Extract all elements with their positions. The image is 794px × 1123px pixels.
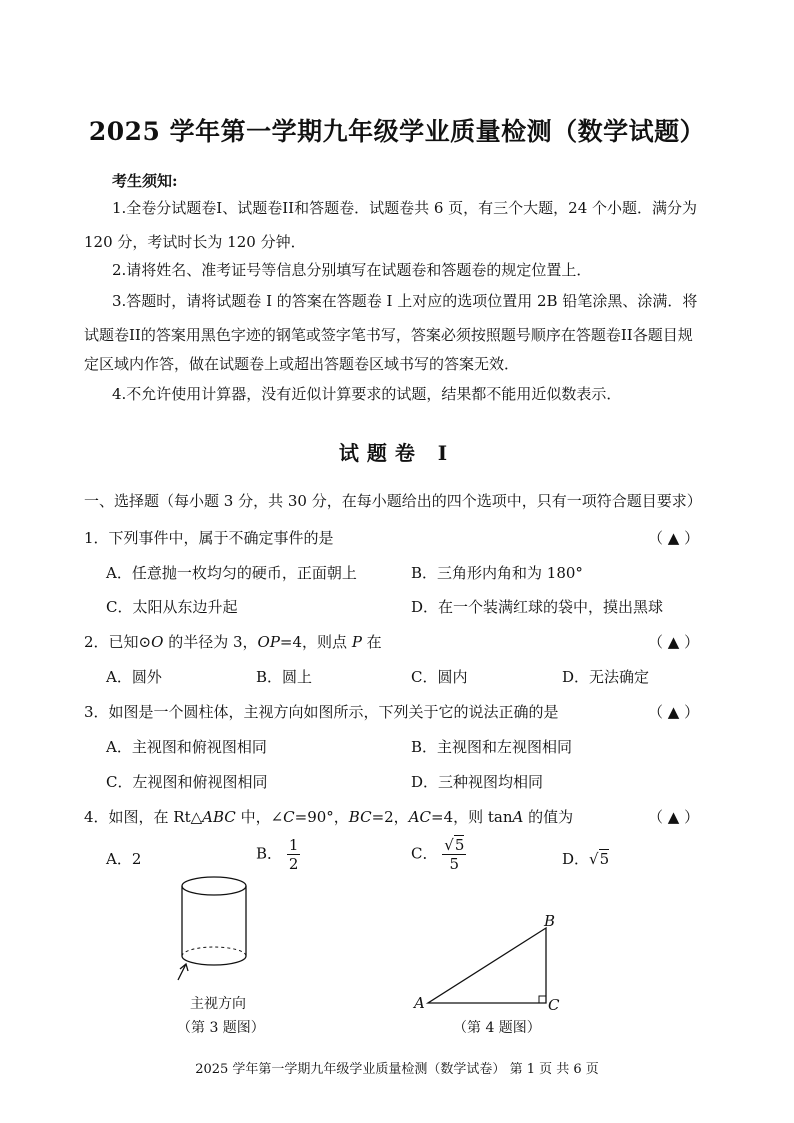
question-2-option-a: A．圆外 — [106, 668, 162, 686]
view-direction-arrow-icon — [178, 964, 188, 980]
question-1-answer-slot: （ ▲ ） — [648, 529, 700, 547]
figure-3-caption: （第 3 题图） — [177, 1020, 265, 1036]
notice-item-1-line-1: 1.全卷分试题卷I、试题卷II和答题卷．试题卷共 6 页，有三个大题，24 个小题．满分为 — [112, 199, 698, 217]
question-3-option-b: B．主视图和左视图相同 — [411, 738, 573, 756]
question-2-option-b: B．圆上 — [256, 668, 313, 686]
question-4-option-b: B． $\frac{1}{2}$ — [256, 836, 299, 873]
question-2-answer-slot: （ ▲ ） — [648, 633, 700, 651]
question-3-option-c: C．左视图和俯视图相同 — [106, 773, 268, 791]
question-4-option-a: A．2 — [106, 850, 142, 868]
figure-4-caption: （第 4 题图） — [453, 1020, 541, 1036]
notice-item-2: 2.请将姓名、准考证号等信息分别填写在试题卷和答题卷的规定位置上． — [112, 261, 592, 279]
question-2-option-d: D．无法确定 — [562, 668, 650, 686]
question-1-stem: 1．下列事件中，属于不确定事件的是 — [84, 529, 334, 547]
question-3-stem: 3．如图是一个圆柱体，主视方向如图所示，下列关于它的说法正确的是 — [84, 703, 559, 721]
question-3-answer-slot: （ ▲ ） — [648, 703, 700, 721]
notice-heading: 考生须知: — [112, 172, 178, 190]
question-3-option-a: A．主视图和俯视图相同 — [106, 738, 267, 756]
exam-title: 2025 学年第一学期九年级学业质量检测（数学试题） — [88, 117, 706, 146]
fraction-one-half: $\frac{1}{2}$ — [288, 836, 299, 873]
question-1-option-d: D．在一个装满红球的袋中，摸出黑球 — [411, 598, 664, 616]
question-1-option-c: C．太阳从东边升起 — [106, 598, 238, 616]
question-1-option-a: A．任意抛一枚均匀的硬币，正面朝上 — [106, 564, 357, 582]
notice-item-3-line-2: 试题卷II的答案用黑色字迹的钢笔或签字笔书写，答案必须按照题号顺序在答题卷II各题目规 — [84, 326, 693, 344]
view-direction-label: 主视方向 — [190, 996, 246, 1012]
fraction-sqrt5-over-5: $\frac{√5}{5}$ — [444, 836, 465, 873]
vertex-label-c: C — [548, 996, 560, 1014]
question-4-option-d: D．√5 — [562, 850, 610, 868]
notice-item-4: 4.不允许使用计算器，没有近似计算要求的试题，结果都不能用近似数表示． — [112, 385, 622, 403]
question-3-option-d: D．三种视图均相同 — [411, 773, 544, 791]
question-4-stem: 4．如图，在 Rt△ABC 中，∠C=90°，BC=2，AC=4，则 tanA 的值为 — [84, 808, 574, 826]
notice-item-3-line-3: 定区域内作答，做在试题卷上或超出答题卷区域书写的答案无效． — [84, 355, 520, 373]
page-footer: 2025 学年第一学期九年级学业质量检测（数学试卷） 第 1 页 共 6 页 — [195, 1062, 599, 1077]
notice-item-3-line-1: 3.答题时，请将试题卷 I 的答案在答题卷 I 上对应的选项位置用 2B 铅笔涂黑、涂满．将 — [112, 292, 698, 310]
question-4-answer-slot: （ ▲ ） — [648, 808, 700, 826]
right-triangle-figure — [420, 920, 560, 1010]
notice-item-1-line-2: 120 分，考试时长为 120 分钟． — [84, 233, 306, 251]
question-2-stem: 2．已知⊙O 的半径为 3，OP=4，则点 P 在 — [84, 633, 382, 651]
question-2-option-c: C．圆内 — [411, 668, 468, 686]
vertex-label-a: A — [414, 994, 425, 1012]
question-4-option-c: C． $\frac{√5}{5}$ — [411, 836, 465, 873]
question-1-option-b: B．三角形内角和为 180° — [411, 564, 583, 582]
vertex-label-b: B — [544, 912, 556, 930]
section-title: 试题卷 I — [338, 441, 456, 465]
section-1-heading: 一、选择题（每小题 3 分，共 30 分，在每小题给出的四个选项中，只有一项符合题目要求） — [84, 492, 702, 510]
